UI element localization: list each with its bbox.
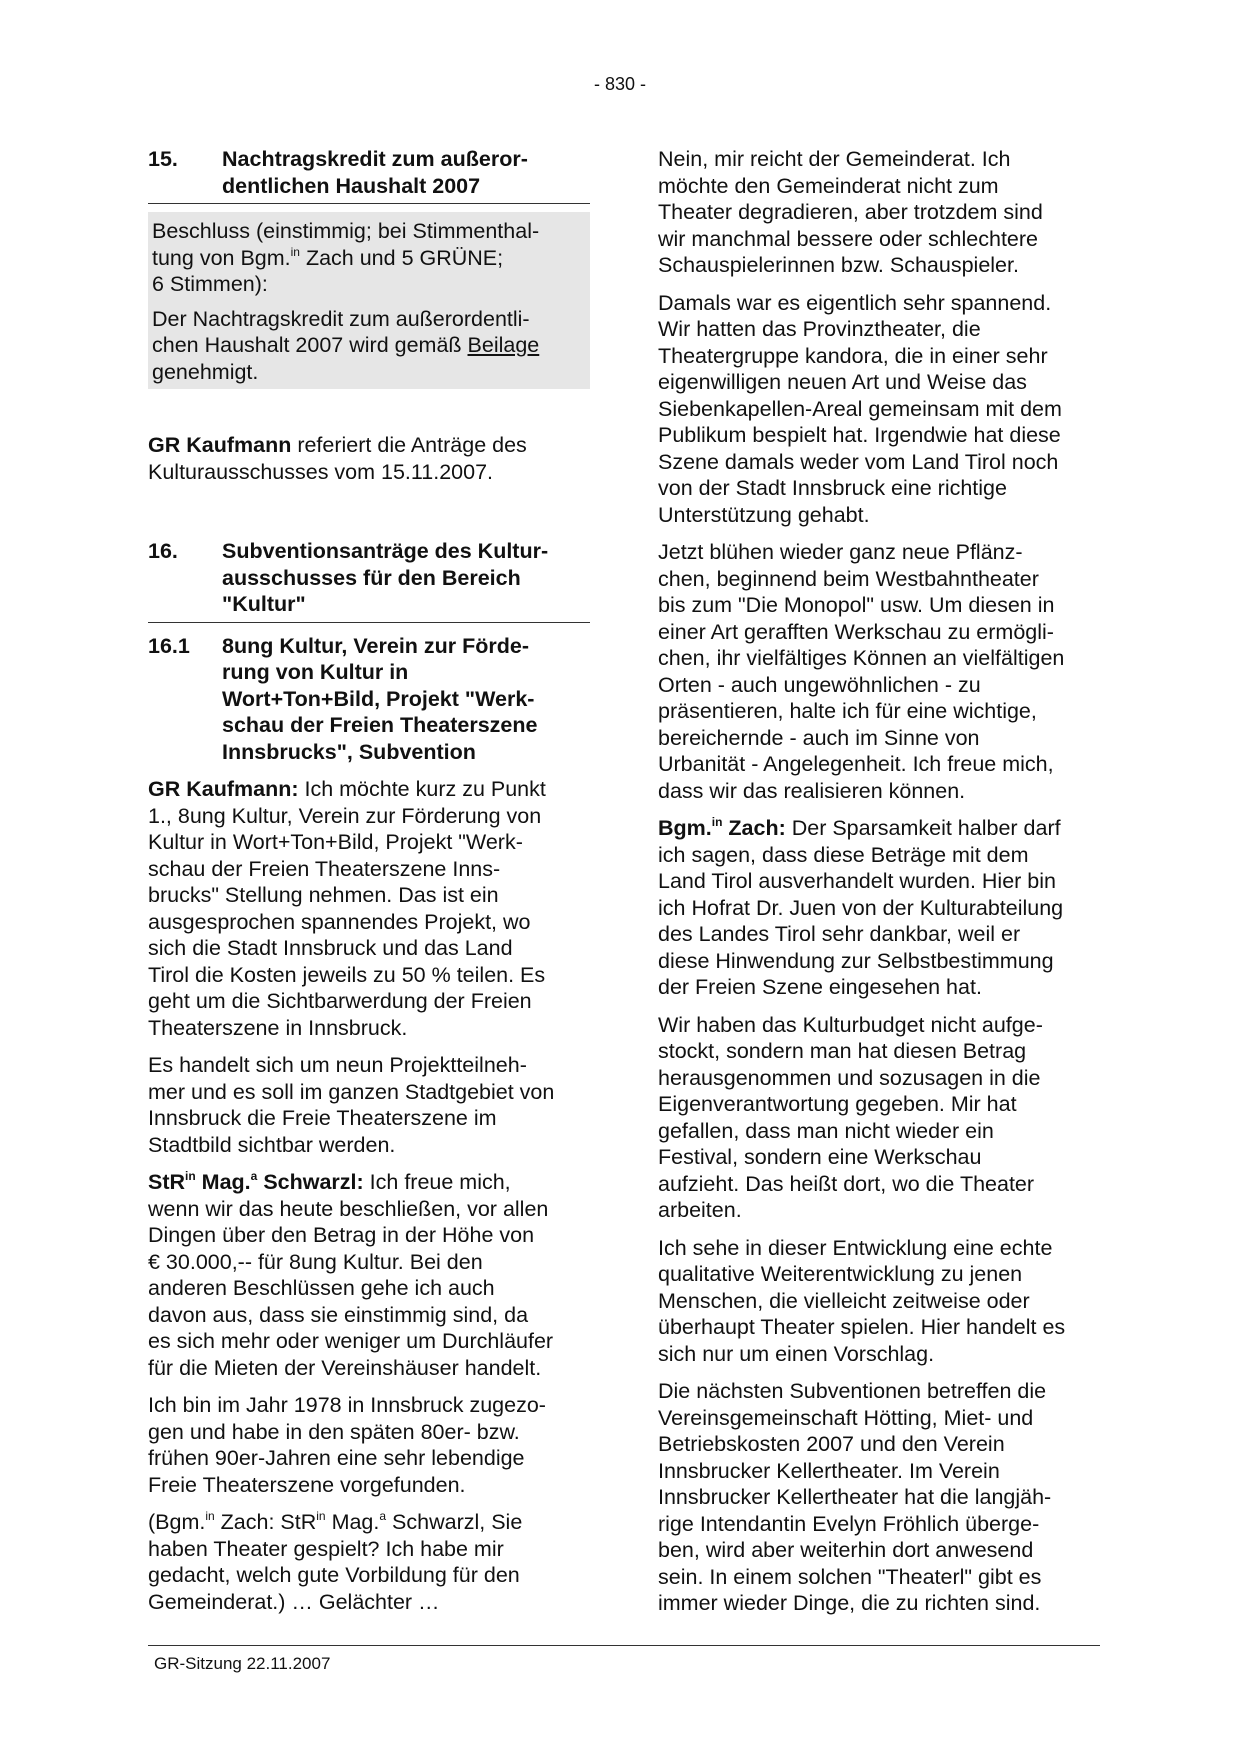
speaker-name: GR Kaufmann: xyxy=(148,777,299,801)
left-column xyxy=(148,146,590,1615)
heading-item-15 xyxy=(148,146,590,204)
paragraph-interjection: (Bgm.$^{in}$ Zach: StR$^{in}$ Mag.$^a$ Schwarzl, Sie haben Theater gespielt? Ich habe mir gedacht, welch gute Vorbildung für den Gemeinderat.) … Gelächter … xyxy=(148,1509,523,1614)
paragraph-zach: Bgm.$^{in}$ Zach: Der Sparsamkeit halber darf ich sagen, dass diese Beträge mit dem Land Tirol ausverhandelt wurden. Hier bin ich Hofrat Dr. Juen von der Kulturabteilung des Landes Tirol sehr dankbar, weil er diese Hinwendung zur Selbstbestimmung der Freien Szene eingesehen hat. xyxy=(658,815,1064,999)
heading-title: 8ung Kultur, Verein zur Förde- rung von Kultur in Wort+Ton+Bild, Projekt "Werk- schau der Freien Theaterszene Innsbrucks", Subvention xyxy=(222,633,538,764)
paragraph-project: Es handelt sich um neun Projektteilneh- mer und es soll im ganzen Stadtgebiet von Innsbruck die Freie Theaterszene im Stadtbild sichtbar werden. xyxy=(148,1053,555,1157)
paragraph-gemeinderat: Nein, mir reicht der Gemeinderat. Ich möchte den Gemeinderat nicht zum Theater degradieren, aber trotzdem sind wir manchmal bessere oder schlechtere Schauspielerinnen bzw. Schauspieler. xyxy=(658,147,1043,277)
heading-item-16 xyxy=(148,538,590,623)
paragraph-kaufmann: GR Kaufmann: Ich möchte kurz zu Punkt 1., 8ung Kultur, Verein zur Förderung von Kultur in Wort+Ton+Bild, Projekt "Werk- schau der Freien Theaterszene Inns- brucks" Stellung nehmen. Das ist ein ausgesprochen spannendes Projekt, wo sich die Stadt Innsbruck und das Land Tirol die Kosten jeweils zu 50 % teilen. Es geht um die Sichtbarwerdung der Freien Theaterszene in Innsbruck. xyxy=(148,777,546,1040)
heading-title: Subventionsanträge des Kultur- ausschusses für den Bereich "Kultur" xyxy=(222,539,549,616)
resolution-box xyxy=(148,212,590,389)
paragraph-schwarzl: StR$^{in}$ Mag.$^a$ Schwarzl: Ich freue mich, wenn wir das heute beschließen, vor allen Dingen über den Betrag in der Höhe von € 30.000,-- für 8ung Kultur. Bei den anderen Beschlüssen gehe ich auch davon aus, dass sie einstimmig sind, da es sich mehr oder weniger um Durchläufer für die Mieten der Vereinshäuser handelt. xyxy=(148,1169,554,1380)
footer-text: GR-Sitzung 22.11.2007 xyxy=(154,1654,331,1673)
paragraph-entwicklung: Ich sehe in dieser Entwicklung eine echte qualitative Weiterentwicklung zu jenen Menschen, die vielleicht zeitweise oder überhaupt Theater spielen. Hier handelt es sich nur um einen Vorschlag. xyxy=(658,1235,1066,1366)
paragraph-subventionen: Die nächsten Subventionen betreffen die Vereinsgemeinschaft Hötting, Miet- und Betriebskosten 2007 und den Verein Innsbrucker Kellertheater. Im Verein Innsbrucker Kellertheater hat die langjäh- rige Intendantin Evelyn Fröhlich überge- ben, wird aber weiterhin dort anwesend sein. In einem solchen "Theaterl" gibt es immer wieder Dinge, die zu richten sind. xyxy=(658,1379,1052,1615)
heading-item-16-1 xyxy=(148,633,590,766)
heading-number: 16. xyxy=(148,539,178,563)
right-column xyxy=(658,146,1103,1617)
heading-title: Nachtragskredit zum außeror- dentlichen Haushalt 2007 xyxy=(222,147,528,198)
beilage-link[interactable]: Beilage xyxy=(467,333,540,357)
page-number: - 830 - xyxy=(593,74,647,94)
footer-divider xyxy=(148,1645,1100,1646)
resolution-vote: Beschluss (einstimmig; bei Stimmenthal- tung von Bgm.$^{in}$ Zach und 5 GRÜNE; 6 Stimmen): xyxy=(152,219,540,296)
kaufmann-intro: GR Kaufmann referiert die Anträge des Kulturausschusses vom 15.11.2007. xyxy=(148,433,527,484)
heading-number: 16.1 xyxy=(148,633,190,658)
resolution-text: Der Nachtragskredit zum außerordentli- chen Haushalt 2007 wird gemäß Beilage genehmigt. xyxy=(152,306,540,384)
paragraph-damals: Damals war es eigentlich sehr spannend. Wir hatten das Provinztheater, die Theatergruppe kandora, die in einer sehr eigenwilligen neuen Art und Weise das Siebenkapellen-Areal gemeinsam mit dem Publikum bespielt hat. Irgendwie hat diese Szene damals weder vom Land Tirol noch von der Stadt Innsbruck eine richtige Unterstützung gehabt. xyxy=(658,290,1062,527)
heading-number: 15. xyxy=(148,147,178,171)
paragraph-pflaenzchen: Jetzt blühen wieder ganz neue Pflänz- chen, beginnend beim Westbahntheater bis zum "Die Monopol" usw. Um diesen in einer Art gerafften Werkschau zu ermögli- chen, ihr vielfältiges Können an vielfältigen Orten - auch ungewöhnlichen - zu präsentieren, halte ich für eine wichtige, bereichernde - auch im Sinne von Urbanität - Angelegenheit. Ich freue mich, dass wir das realisieren können. xyxy=(658,540,1065,803)
paragraph-kulturbudget: Wir haben das Kulturbudget nicht aufge- stockt, sondern man hat diesen Betrag herausgenommen und sozusagen in die Eigenverantwortung gegeben. Mir hat gefallen, dass man nicht wieder ein Festival, sondern eine Werkschau aufzieht. Das heißt dort, wo die Theater arbeiten. xyxy=(658,1012,1043,1222)
speaker-name: Bgm.$^{in}$ Zach: xyxy=(658,815,786,840)
speaker-name: GR Kaufmann xyxy=(148,433,292,457)
speaker-name: StR$^{in}$ Mag.$^a$ Schwarzl: xyxy=(148,1169,364,1194)
paragraph-schwarzl-history: Ich bin im Jahr 1978 in Innsbruck zugezo- gen und habe in den späten 80er- bzw. frühen 90er-Jahren eine sehr lebendige Freie Theaterszene vorgefunden. xyxy=(148,1393,546,1497)
